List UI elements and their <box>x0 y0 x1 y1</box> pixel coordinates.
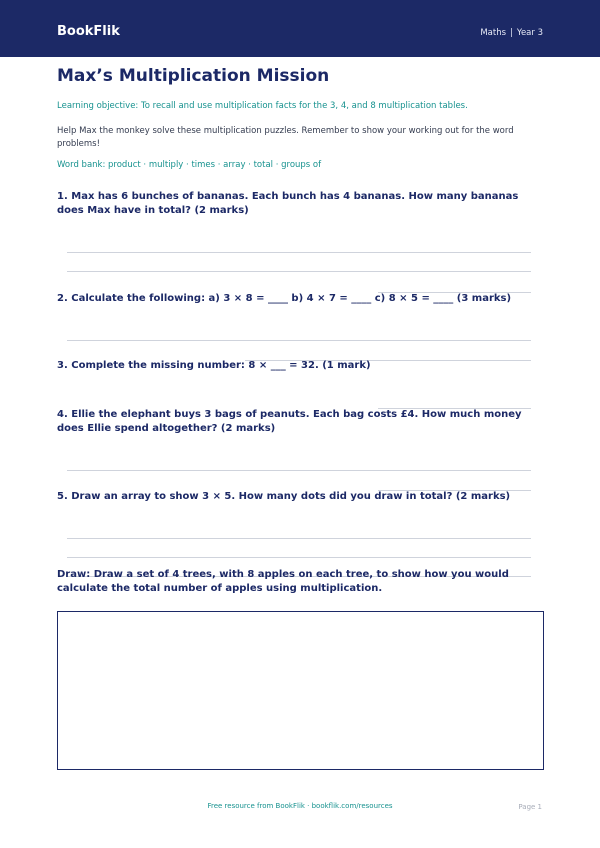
question-1: 1. Max has 6 bunches of bananas. Each bunch has 4 bananas. How many bananas does Max have in total? (2 marks) <box>57 191 519 216</box>
breadcrumb-separator: | <box>510 28 513 38</box>
answer-line[interactable] <box>67 470 531 471</box>
subject-label: Maths <box>480 28 507 38</box>
header-bar <box>0 0 600 57</box>
page-number: Page 1 <box>518 803 542 811</box>
learning-objective: Learning objective: To recall and use multiplication facts for the 3, 4, and 8 multiplication tables. <box>57 101 468 111</box>
subject-breadcrumb <box>480 27 543 39</box>
word-bank: Word bank: product · multiply · times · array · total · groups of <box>57 160 322 170</box>
question-3: 3. Complete the missing number: 8 × ___ = 32. (1 mark) <box>57 360 371 371</box>
drawing-box[interactable] <box>57 611 544 770</box>
answer-line[interactable] <box>67 252 531 253</box>
year-label: Year 3 <box>516 28 543 38</box>
footer-text: Free resource from BookFlik · bookflik.com/resources <box>207 802 393 810</box>
brand-logo: BookFlik <box>57 24 120 39</box>
answer-line[interactable] <box>67 538 531 539</box>
page-title: Max’s Multiplication Mission <box>57 66 330 86</box>
question-5: 5. Draw an array to show 3 × 5. How many dots did you draw in total? (2 marks) <box>57 491 511 502</box>
intro-text: Help Max the monkey solve these multiplication puzzles. Remember to show your working out for the word problems! <box>57 126 514 149</box>
question-4: 4. Ellie the elephant buys 3 bags of peanuts. Each bag costs £4. How much money does Ellie spend altogether? (2 marks) <box>57 409 522 434</box>
draw-task: Draw: Draw a set of 4 trees, with 8 apples on each tree, to show how you would calculate the total number of apples using multiplication. <box>57 569 509 594</box>
answer-line[interactable] <box>67 557 531 558</box>
answer-line[interactable] <box>67 340 531 341</box>
answer-line[interactable] <box>67 271 531 272</box>
question-2: 2. Calculate the following: a) 3 × 8 = ____ b) 4 × 7 = ____ c) 8 × 5 = ____ (3 marks) <box>57 293 512 304</box>
